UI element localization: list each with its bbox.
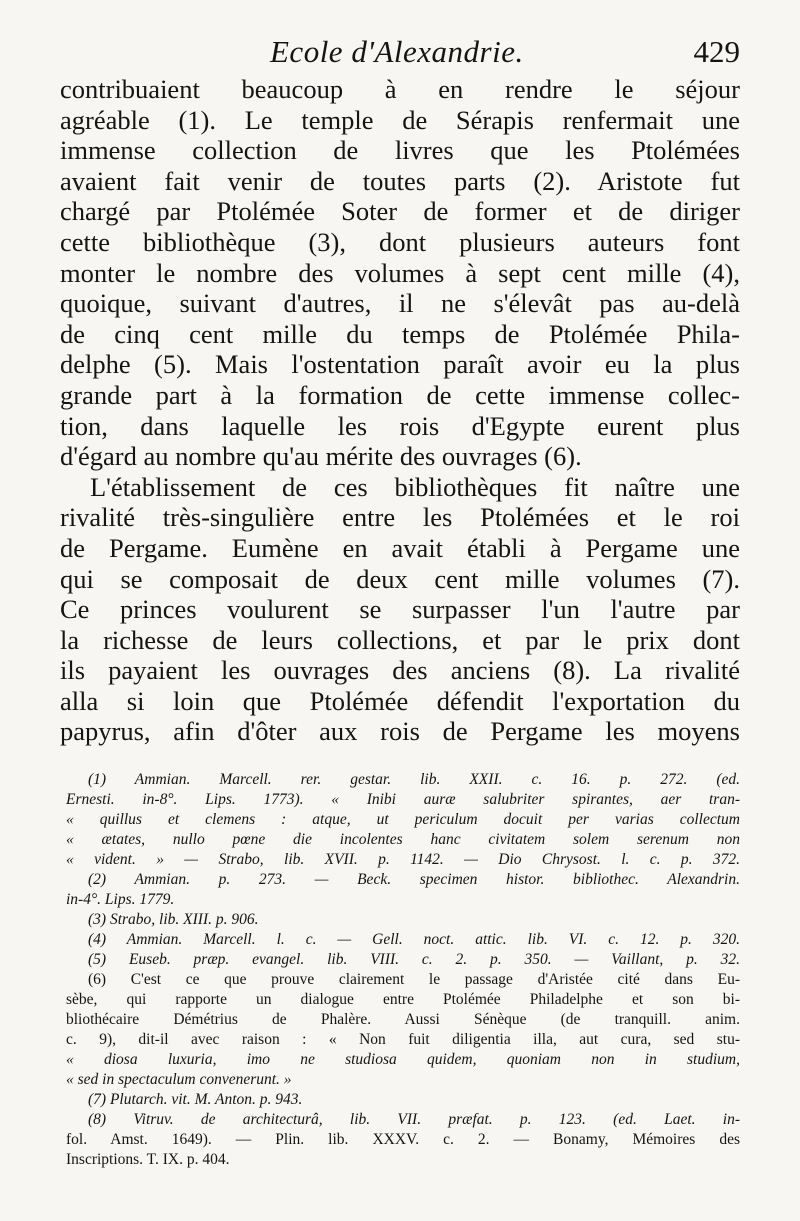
footnote-line: « ætates, nullo pœne die incolentes hanc civitatem solem serenum non: [66, 831, 740, 848]
footnote-line: (4) Ammian. Marcell. l. c. — Gell. noct. attic. lib. VI. c. 12. p. 320.: [88, 931, 740, 948]
page-header: [60, 30, 740, 74]
body-line: quoique, suivant d'autres, il ne s'élevât pas au-delà: [60, 288, 740, 319]
body-line: immense collection de livres que les Ptolémées: [60, 135, 740, 166]
footnote-line: (2) Ammian. p. 273. — Beck. specimen histor. bibliothec. Alexandrin.: [88, 871, 740, 888]
body-line: qui se composait de deux cent mille volumes (7).: [60, 563, 740, 594]
body-line: d'égard au nombre qu'au mérite des ouvrages (6).: [60, 441, 582, 472]
footnote-line: « sed in spectaculum convenerunt. »: [66, 1071, 292, 1088]
footnote-line: sèbe, qui rapporte un dialogue entre Ptolémée Philadelphe et son bi-: [66, 991, 740, 1008]
body-line: de Pergame. Eumène en avait établi à Pergame une: [60, 532, 740, 563]
main-text: [60, 74, 740, 747]
footnote-line: « diosa luxuria, imo ne studiosa quidem, quoniam non in studium,: [66, 1051, 740, 1068]
footnote-line: (6) C'est ce que prouve clairement le passage d'Aristée cité dans Eu-: [88, 971, 740, 988]
body-line: chargé par Ptolémée Soter de former et de diriger: [60, 196, 740, 227]
footnote-line: (7) Plutarch. vit. M. Anton. p. 943.: [88, 1091, 303, 1108]
body-line: agréable (1). Le temple de Sérapis renfermait une: [60, 104, 740, 135]
body-line: L'établissement de ces bibliothèques fit naître une: [90, 471, 740, 502]
body-line: la richesse de leurs collections, et par le prix dont: [60, 624, 740, 655]
footnote-line: in-4°. Lips. 1779.: [66, 891, 175, 908]
footnote-line: (8) Vitruv. de architecturâ, lib. VII. præfat. p. 123. (ed. Laet. in-: [88, 1111, 740, 1128]
footnote-line: « quillus et clemens : atque, ut periculum docuit per varias collectum: [66, 811, 740, 828]
body-line: papyrus, afin d'ôter aux rois de Pergame les moyens: [60, 716, 740, 747]
body-line: ils payaient les ouvrages des anciens (8). La rivalité: [60, 655, 740, 686]
footnote-line: (1) Ammian. Marcell. rer. gestar. lib. XXII. c. 16. p. 272. (ed.: [88, 771, 740, 788]
footnote-line: bliothécaire Démétrius de Phalère. Aussi Sénèque (de tranquill. anim.: [66, 1011, 740, 1028]
footnote-line: c. 9), dit-il avec raison : « Non fuit diligentia illa, aut cura, sed stu-: [66, 1031, 740, 1048]
body-line: alla si loin que Ptolémée défendit l'exportation du: [60, 685, 740, 716]
running-title: Ecole d'Alexandrie.: [270, 34, 524, 69]
footnote-line: Ernesti. in-8°. Lips. 1773). « Inibi auræ salubriter spirantes, aer tran-: [66, 791, 740, 808]
body-line: rivalité très-singulière entre les Ptolémées et le roi: [60, 502, 740, 533]
body-line: contribuaient beaucoup à en rendre le séjour: [60, 74, 740, 104]
footnote-line: (3) Strabo, lib. XIII. p. 906.: [88, 911, 259, 928]
body-line: monter le nombre des volumes à sept cent mille (4),: [60, 257, 740, 288]
body-line: tion, dans laquelle les rois d'Egypte eurent plus: [60, 410, 740, 441]
page-number: 429: [693, 34, 740, 69]
body-line: de cinq cent mille du temps de Ptolémée Phila-: [60, 318, 740, 349]
footnote-line: Inscriptions. T. IX. p. 404.: [66, 1151, 230, 1168]
body-line: Ce princes voulurent se surpasser l'un l'autre par: [60, 594, 740, 625]
body-line: grande part à la formation de cette immense collec-: [60, 379, 740, 410]
footnotes: [66, 770, 740, 1170]
footnote-line: « vident. » — Strabo, lib. XVII. p. 1142. — Dio Chrysost. l. c. p. 372.: [66, 851, 740, 868]
footnote-line: (5) Euseb. præp. evangel. lib. VIII. c. 2. p. 350. — Vaillant, p. 32.: [88, 951, 740, 968]
body-line: delphe (5). Mais l'ostentation paraît avoir eu la plus: [60, 349, 740, 380]
body-line: cette bibliothèque (3), dont plusieurs auteurs font: [60, 226, 740, 257]
footnote-line: fol. Amst. 1649). — Plin. lib. XXXV. c. 2. — Bonamy, Mémoires des: [66, 1131, 740, 1148]
body-line: avaient fait venir de toutes parts (2). Aristote fut: [60, 165, 740, 196]
